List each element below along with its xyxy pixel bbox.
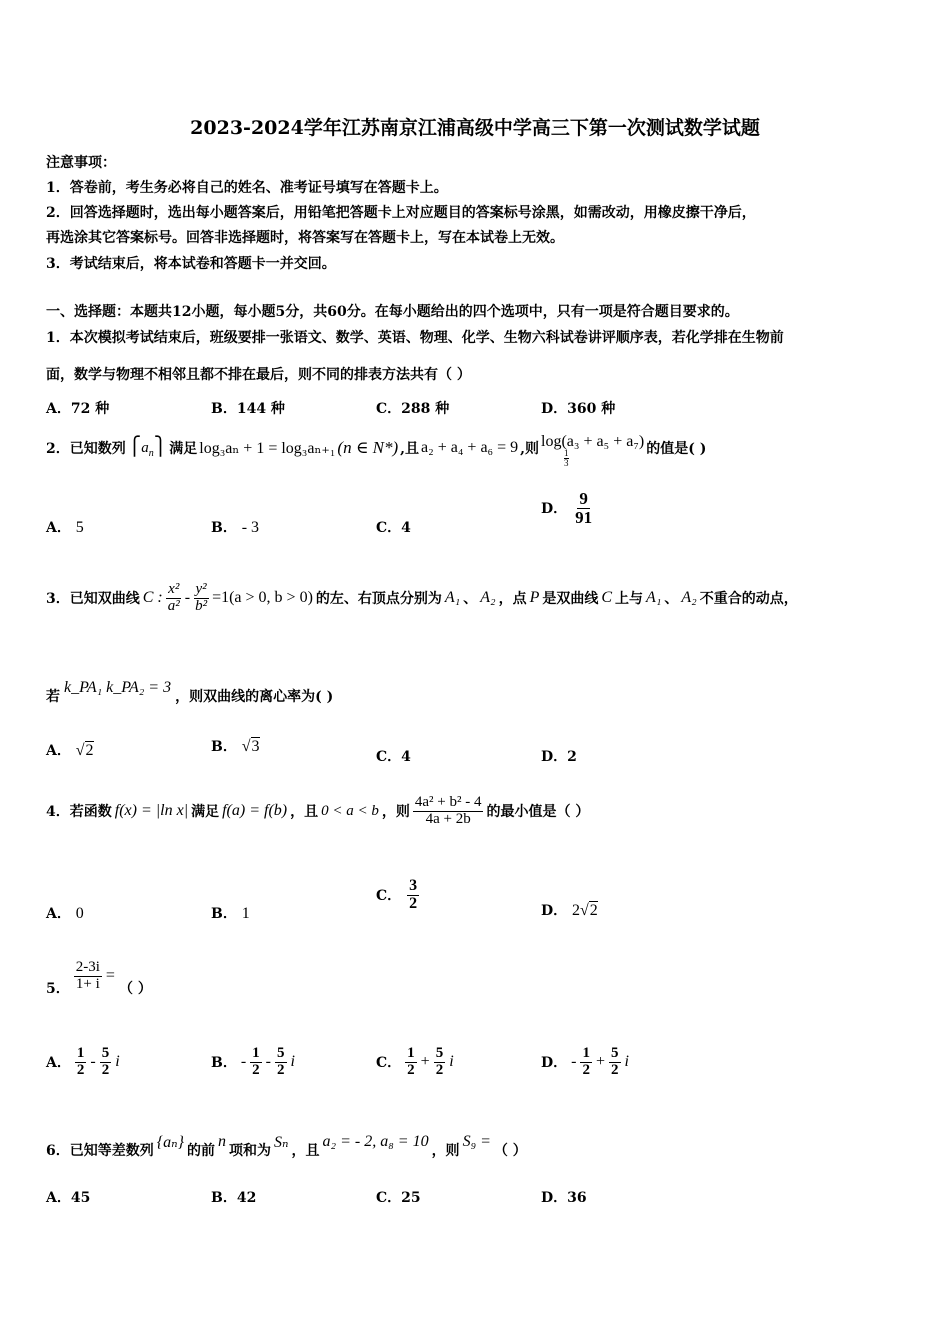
- q6-mid4: ，则: [431, 1143, 460, 1159]
- q1-option-c[interactable]: C．288 种: [376, 401, 450, 417]
- notice-heading: 注意事项：: [46, 155, 116, 171]
- q6-option-b[interactable]: B．42: [211, 1190, 257, 1206]
- q3-sep: 、: [463, 591, 478, 608]
- q6-condition: a₂ = - 2, a₈ = 10: [322, 1133, 429, 1150]
- q3-frac-y: $\frac{\text{y²}}{\text{b²}}$: [195, 581, 208, 614]
- page-title: 2023-2024学年江苏南京江浦高级中学高三下第一次测试数学试题: [190, 117, 760, 139]
- notice-item-3: 3．考试结束后，将本试卷和答题卡一并交回。: [46, 256, 336, 272]
- q3-vertex-a2: A₂: [480, 589, 496, 607]
- q3-line2-prefix: 若: [46, 689, 60, 705]
- q3-mid3: 是双曲线: [542, 591, 599, 608]
- q3-option-a[interactable]: A． √2: [46, 742, 94, 759]
- q2-equation1: log₃aₙ + 1 = log₃aₙ₊₁: [199, 439, 336, 457]
- q1-text-line2: 面，数学与物理不相邻且都不排在最后，则不同的排表方法共有（ ）: [46, 367, 471, 383]
- q2-option-d[interactable]: D． $\frac{9}{91}$: [541, 489, 593, 527]
- q6-mid1: 的前: [187, 1143, 216, 1159]
- q6-prefix: 6．已知等差数列: [46, 1143, 154, 1159]
- q5-option-a[interactable]: A． $\frac{1}{2}$ - $\frac{5}{2}$ i: [46, 1045, 120, 1078]
- q3-curve-name: C :: [142, 589, 163, 607]
- q6-sequence: {aₙ}: [156, 1134, 185, 1151]
- q3-option-b[interactable]: B． √3: [211, 738, 260, 755]
- q2-mid1: 满足: [169, 440, 198, 457]
- q6-sn: Sₙ: [274, 1134, 289, 1151]
- q4-mid1: 满足: [191, 804, 220, 821]
- q4-stem: [46, 795, 589, 828]
- q2-mid3: ,则: [520, 440, 540, 457]
- q2-option-b[interactable]: B． - 3: [211, 519, 260, 536]
- notice-item-1: 1．答卷前，考生务必将自己的姓名、准考证号填写在答题卡上。: [46, 180, 448, 196]
- q4-function-eq: f(a) = f(b): [222, 802, 288, 820]
- q6-option-c[interactable]: C．25: [376, 1190, 421, 1206]
- q5-option-d[interactable]: D． - $\frac{1}{2}$ + $\frac{5}{2}$ i: [541, 1045, 629, 1078]
- q3-point-p: P: [529, 589, 540, 607]
- q3-curve-c: C: [601, 589, 613, 607]
- q3-mid4: 上与: [615, 591, 644, 608]
- q2-option-a[interactable]: A． 5: [46, 519, 84, 536]
- q4-prefix: 4．若函数: [46, 804, 112, 821]
- notice-item-2-cont: 再选涂其它答案标号。回答非选择题时，将答案写在答题卡上，写在本试卷上无效。: [46, 230, 564, 246]
- q3-mid5: 不重合的动点，: [699, 591, 798, 608]
- q5-prefix: 5．: [46, 981, 70, 998]
- q3-prefix: 3．已知双曲线: [46, 591, 140, 608]
- q6-n: n: [218, 1133, 227, 1150]
- q6-s9: S₉ =: [462, 1133, 491, 1150]
- q5-suffix: （ ）: [118, 981, 152, 998]
- q4-fraction: $\frac{\text{4a² + b² - 4}}{4a + 2b}$: [414, 794, 482, 827]
- q2-option-c[interactable]: C．4: [376, 520, 411, 536]
- q6-suffix: （ ）: [493, 1143, 527, 1159]
- q3-stem-line2: [46, 678, 334, 705]
- section-heading: 一、选择题：本题共12小题，每小题5分，共60分。在每小题给出的四个选项中，只有一项是符合题目要求的。: [46, 304, 739, 320]
- q3-slope-product: k_PA₁ k_PA₂ = 3: [64, 679, 172, 696]
- q4-option-c-fraction: $\frac{3}{2}$: [409, 877, 418, 912]
- q2-sequence: $⎧a_n⎫$: [127, 436, 168, 459]
- q6-mid3: ，且: [291, 1143, 320, 1159]
- q1-text-line1: 1．本次模拟考试结束后，班级要排一张语文、数学、英语、物理、化学、生物六科试卷讲评顺序表，若化学排在生物前: [46, 330, 784, 346]
- q2-equation3: log(a₃ + a₅ + a₇) 1 3: [541, 432, 645, 468]
- q3-option-d[interactable]: D．2: [541, 749, 577, 765]
- q6-stem: [46, 1132, 527, 1159]
- q2-equation2: a₂ + a₄ + a₆ = 9: [421, 438, 519, 456]
- q5-option-c[interactable]: C． $\frac{1}{2}$ + $\frac{5}{2}$ i: [376, 1045, 454, 1078]
- q4-inequality: 0 < a < b: [321, 802, 379, 819]
- q5-option-b[interactable]: B． - $\frac{1}{2}$ - $\frac{5}{2}$ i: [211, 1045, 295, 1078]
- q3-stem: 3．已知双曲线 C : $\frac{\text{x²}}{\text{a²}}$ - $\frac{\text{y²}}{\text{b²}}$ =1(a > 0, b > 0) 的左、右顶点分别为 A₁ 、 A₂ ，点 P 是双曲线 C 上与 A₁ 、 A₂ 不重合的动点，: [46, 581, 798, 614]
- q2-log-base: 1 3: [564, 447, 569, 468]
- q3-vertex-a2-repeat: A₂: [681, 589, 697, 607]
- q3-mid2: ，点: [498, 591, 527, 608]
- q4-option-d[interactable]: D． 2√2: [541, 902, 598, 919]
- q2-stem: [46, 432, 707, 468]
- q4-option-c[interactable]: C． $\frac{3}{2}$: [376, 877, 418, 912]
- q5-fraction: $\frac{2-3i}{1+ i}$: [75, 959, 100, 992]
- q2-suffix: 的值是( ): [646, 440, 707, 457]
- q4-function-def: f(x) = |ln x|: [114, 802, 189, 820]
- q1-option-d[interactable]: D．360 种: [541, 401, 616, 417]
- q6-mid2: 项和为: [229, 1143, 272, 1159]
- q2-condition: (n ∈ N*): [337, 437, 399, 457]
- q3-sep-repeat: 、: [664, 591, 679, 608]
- q4-mid3: ，则: [381, 804, 410, 821]
- q5-equals: =: [105, 967, 115, 985]
- q4-mid2: ，且: [290, 804, 319, 821]
- q3-vertex-a1-repeat: A₁: [646, 589, 662, 607]
- q3-option-c[interactable]: C．4: [376, 749, 411, 765]
- q1-option-b[interactable]: B．144 种: [211, 401, 285, 417]
- q5-stem: [46, 959, 152, 998]
- notice-item-2: 2．回答选择题时，选出每小题答案后，用铅笔把答题卡上对应题目的答案标号涂黑，如需改动，用橡皮擦干净后，: [46, 205, 756, 221]
- q2-mid2: ,且: [400, 440, 420, 457]
- q4-suffix: 的最小值是（ ）: [486, 804, 590, 821]
- q3-frac-x: $\frac{\text{x²}}{\text{a²}}$: [167, 581, 180, 614]
- q4-option-b[interactable]: B． 1: [211, 905, 250, 922]
- q3-line2-suffix: ，则双曲线的离心率为( ): [175, 689, 334, 705]
- q2-prefix: 2．已知数列: [46, 440, 126, 457]
- q6-option-a[interactable]: A．45: [46, 1190, 91, 1206]
- q1-option-a[interactable]: A．72 种: [46, 401, 110, 417]
- q3-equation-rest: =1(a > 0, b > 0): [212, 589, 313, 607]
- q6-option-d[interactable]: D．36: [541, 1190, 587, 1206]
- q4-option-a[interactable]: A． 0: [46, 905, 84, 922]
- q2-option-d-fraction: $\frac{9}{91}$: [575, 489, 593, 527]
- q3-vertex-a1: A₁: [444, 589, 461, 607]
- q3-mid1: 的左、右顶点分别为: [315, 591, 442, 608]
